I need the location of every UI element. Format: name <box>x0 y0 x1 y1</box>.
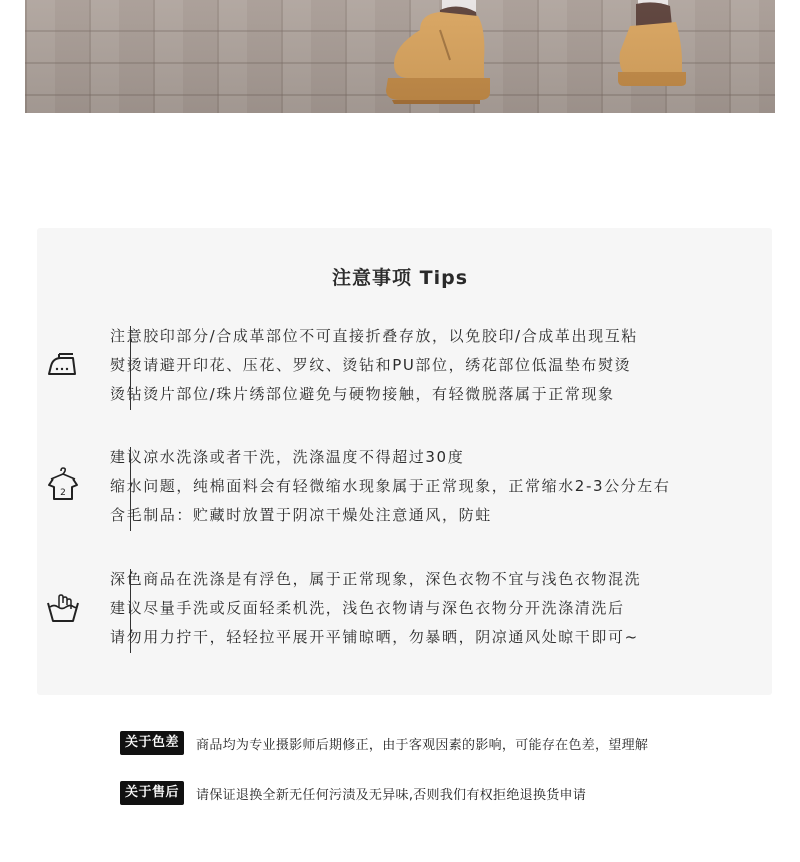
note-text: 商品均为专业摄影师后期修正，由于客观因素的影响，可能存在色差，望理解 <box>196 737 649 753</box>
right-boot-image <box>610 0 690 90</box>
tip-line: 熨烫请避开印花、压花、罗纹、烫钻和PU部位，绣花部位低温垫布熨烫 <box>110 356 632 374</box>
hand-wash-icon <box>45 589 81 625</box>
shirt-hanger-icon <box>45 467 81 503</box>
left-boot-image <box>380 0 500 113</box>
section-lines <box>110 443 671 530</box>
note-color-difference <box>120 731 648 755</box>
section-lines <box>110 565 641 652</box>
tip-line: 请勿用力拧干，轻轻拉平展开平铺晾晒，勿暴晒，阴凉通风处晾干即可~ <box>110 628 639 646</box>
tips-title: 注意事项 Tips <box>332 267 468 289</box>
tip-line: 建议尽量手洗或反面轻柔机洗，浅色衣物请与深色衣物分开洗涤清洗后 <box>110 599 625 617</box>
tip-line: 烫钻烫片部位/珠片绣部位避免与硬物接触，有轻微脱落属于正常现象 <box>110 385 615 403</box>
tips-section-washing <box>37 443 772 533</box>
product-photo <box>25 0 775 113</box>
tip-line: 含毛制品：贮藏时放置于阴凉干燥处注意通风，防蛀 <box>110 506 492 524</box>
tip-line: 注意胶印部分/合成革部位不可直接折叠存放，以免胶印/合成革出现互粘 <box>110 327 638 345</box>
tips-section-color <box>37 565 772 655</box>
tip-line: 建议凉水洗涤或者干洗，洗涤温度不得超过30度 <box>110 448 465 466</box>
note-text: 请保证退换全新无任何污渍及无异味,否则我们有权拒绝退换货申请 <box>196 787 587 803</box>
svg-text:2: 2 <box>60 488 66 498</box>
tip-line: 缩水问题，纯棉面料会有轻微缩水现象属于正常现象，正常缩水2-3公分左右 <box>110 477 671 495</box>
iron-icon <box>45 346 81 382</box>
tip-line: 深色商品在洗涤是有浮色，属于正常现象，深色衣物不宜与浅色衣物混洗 <box>110 570 642 588</box>
note-badge: 关于色差 <box>120 731 184 755</box>
tips-section-ironing <box>37 322 772 412</box>
note-badge: 关于售后 <box>120 781 184 805</box>
section-lines <box>110 322 638 409</box>
note-after-sales <box>120 781 586 805</box>
